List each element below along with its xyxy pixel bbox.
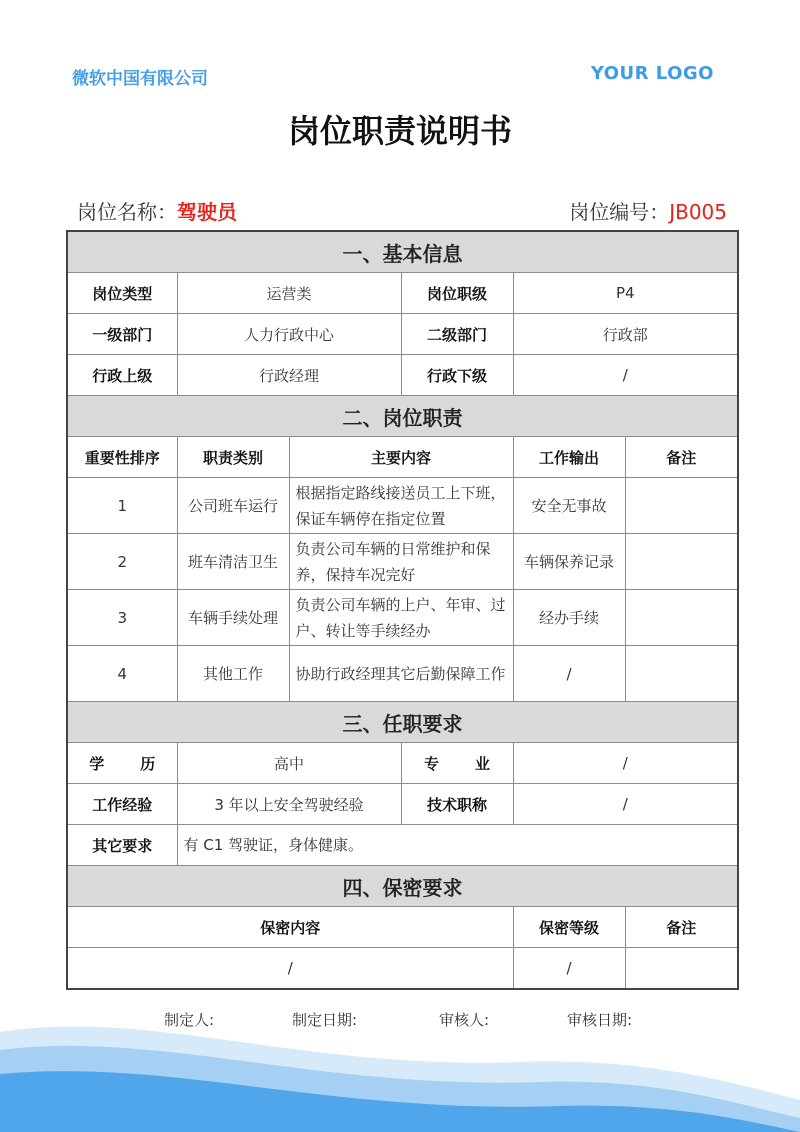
position-name	[77, 196, 237, 225]
output-cell: 车辆保养记录	[513, 534, 625, 590]
table-row	[67, 534, 738, 590]
column-header: 职责类别	[177, 437, 289, 478]
position-code	[569, 196, 727, 225]
confidential-header-row	[67, 907, 738, 948]
column-header: 工作输出	[513, 437, 625, 478]
category-cell: 班车清洁卫生	[177, 534, 289, 590]
table-row	[67, 273, 738, 314]
footer-review-date: 审核日期:	[567, 1011, 633, 1029]
footer-maker: 制定人:	[164, 1011, 215, 1029]
company-name: 微软中国有限公司	[72, 69, 208, 89]
wave-decoration	[0, 1010, 800, 1132]
category-cell: 车辆手续处理	[177, 590, 289, 646]
output-cell: 安全无事故	[513, 478, 625, 534]
label-cell: 行政下级	[401, 355, 513, 396]
value-cell: 行政部	[513, 314, 738, 355]
output-cell: 经办手续	[513, 590, 625, 646]
major-label	[401, 743, 513, 784]
table-row	[67, 314, 738, 355]
content-cell: 负责公司车辆的上户、年审、过户、转让等手续经办	[289, 590, 513, 646]
logo: YOUR LOGO	[590, 63, 714, 84]
duties-header-row	[67, 437, 738, 478]
content-cell: 协助行政经理其它后勤保障工作	[289, 646, 513, 702]
section-basic-title: 一、基本信息	[67, 231, 738, 273]
table-row	[67, 355, 738, 396]
label-cell: 行政上级	[67, 355, 177, 396]
output-cell: /	[513, 646, 625, 702]
page-title: 岗位职责说明书	[287, 112, 512, 150]
label-cell: 岗位职级	[401, 273, 513, 314]
note-cell	[625, 646, 738, 702]
table-row	[67, 478, 738, 534]
category-cell: 其他工作	[177, 646, 289, 702]
experience-label: 工作经验	[67, 784, 177, 825]
position-name-label: 岗位名称：	[77, 200, 177, 224]
column-header: 重要性排序	[67, 437, 177, 478]
table-row	[67, 948, 738, 990]
value-cell: 运营类	[177, 273, 401, 314]
table-row	[67, 784, 738, 825]
note-cell	[625, 478, 738, 534]
tech-title-value: /	[513, 784, 738, 825]
education-value: 高中	[177, 743, 401, 784]
confidential-level: /	[513, 948, 625, 990]
content-cell: 负责公司车辆的日常维护和保养，保持车况完好	[289, 534, 513, 590]
label-cell: 二级部门	[401, 314, 513, 355]
section-requirements-title: 三、任职要求	[67, 702, 738, 743]
section-confidential-title: 四、保密要求	[67, 866, 738, 907]
education-label-char: 学	[89, 754, 105, 773]
table-row	[67, 825, 738, 866]
rank-cell: 2	[67, 534, 177, 590]
major-label-char: 专	[423, 754, 439, 773]
value-cell: 人力行政中心	[177, 314, 401, 355]
confidential-note	[625, 948, 738, 990]
column-header: 备注	[625, 437, 738, 478]
education-label	[67, 743, 177, 784]
column-header: 保密等级	[513, 907, 625, 948]
job-description-table	[66, 230, 739, 990]
major-value: /	[513, 743, 738, 784]
experience-value: 3 年以上安全驾驶经验	[177, 784, 401, 825]
content-cell: 根据指定路线接送员工上下班，保证车辆停在指定位置	[289, 478, 513, 534]
table-row	[67, 743, 738, 784]
column-header: 主要内容	[289, 437, 513, 478]
section-duties-title: 二、岗位职责	[67, 396, 738, 437]
table-row	[67, 646, 738, 702]
other-value: 有 C1 驾驶证，身体健康。	[177, 825, 738, 866]
rank-cell: 4	[67, 646, 177, 702]
footer-reviewer: 审核人:	[439, 1011, 490, 1029]
major-label-char: 业	[475, 754, 491, 773]
column-header: 保密内容	[67, 907, 513, 948]
tech-title-label: 技术职称	[401, 784, 513, 825]
confidential-content: /	[67, 948, 513, 990]
other-label: 其它要求	[67, 825, 177, 866]
category-cell: 公司班车运行	[177, 478, 289, 534]
rank-cell: 1	[67, 478, 177, 534]
label-cell: 一级部门	[67, 314, 177, 355]
rank-cell: 3	[67, 590, 177, 646]
value-cell: P4	[513, 273, 738, 314]
value-cell: 行政经理	[177, 355, 401, 396]
note-cell	[625, 590, 738, 646]
position-name-value: 驾驶员	[177, 200, 237, 224]
position-code-value: JB005	[669, 200, 727, 224]
note-cell	[625, 534, 738, 590]
position-code-label: 岗位编号：	[569, 200, 670, 224]
footer-date: 制定日期:	[292, 1011, 358, 1029]
column-header: 备注	[625, 907, 738, 948]
education-label-char: 历	[140, 754, 156, 773]
table-row	[67, 590, 738, 646]
value-cell: /	[513, 355, 738, 396]
label-cell: 岗位类型	[67, 273, 177, 314]
